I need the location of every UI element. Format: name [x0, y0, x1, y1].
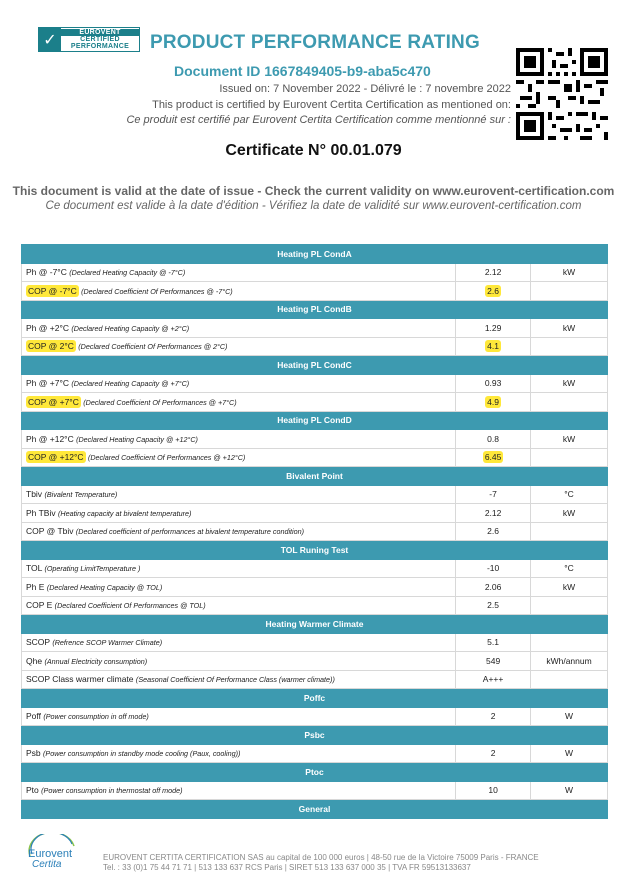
parameter-description: (Seasonal Coefficient Of Performance Class (warmer climate)) — [135, 675, 335, 685]
section-header — [22, 615, 608, 634]
row-value: 4.1 — [487, 341, 499, 352]
row-label — [22, 319, 456, 338]
table-row — [22, 263, 608, 282]
parameter-description: (Power consumption in thermostat off mode) — [41, 786, 183, 796]
section-header — [22, 726, 608, 745]
footer-line-1: EUROVENT CERTITA CERTIFICATION SAS au capital de 100 000 euros | 48-50 rue de la Victoire 75009 Paris - FRANCE — [103, 853, 539, 862]
section-header — [22, 800, 608, 819]
table-row — [22, 633, 608, 652]
table-row — [22, 430, 608, 449]
table-row — [22, 282, 608, 301]
row-unit — [531, 670, 608, 689]
parameter-description: (Declared Heating Capacity @ +12°C) — [76, 434, 198, 444]
performance-table-body — [22, 245, 608, 819]
row-label — [22, 337, 456, 356]
row-label — [22, 670, 456, 689]
logo-text-eurovent: Eurovent — [28, 848, 73, 860]
row-label — [22, 393, 456, 412]
certificate-number: Certificate N° 00.01.079 — [225, 142, 402, 159]
row-value: 2.12 — [484, 267, 502, 278]
row-value-cell — [456, 670, 531, 689]
row-label — [22, 559, 456, 578]
row-value-cell — [456, 596, 531, 615]
row-unit: kW — [531, 374, 608, 393]
section-title: Psbc — [22, 726, 608, 745]
row-value-cell — [456, 522, 531, 541]
row-value-cell — [456, 374, 531, 393]
logo-text — [61, 28, 139, 51]
certified-statement-en: This product is certified by Eurovent Certita Certification as mentioned on: — [152, 99, 511, 111]
row-unit — [531, 596, 608, 615]
section-header — [22, 245, 608, 264]
parameter-description: (Declared coefficient of performances at bivalent temperature condition) — [75, 527, 305, 537]
table-row — [22, 522, 608, 541]
table-row — [22, 578, 608, 597]
eurovent-certified-logo — [38, 27, 140, 52]
parameter-name: COP @ +7°C — [28, 396, 79, 407]
parameter-name: Ph @ +12°C — [26, 433, 74, 444]
table-row — [22, 485, 608, 504]
parameter-name: Tbiv — [26, 489, 43, 500]
section-title: Heating PL CondC — [22, 356, 608, 375]
row-label — [22, 633, 456, 652]
table-row — [22, 393, 608, 412]
row-value-cell — [456, 504, 531, 523]
parameter-description: (Declared Coefficient Of Performances @ +7°C) — [83, 397, 237, 407]
parameter-description: (Power consumption in off mode) — [43, 712, 149, 722]
page-title: PRODUCT PERFORMANCE RATING — [150, 32, 480, 53]
checkmark-icon: ✓ — [39, 28, 61, 51]
section-title: Heating Warmer Climate — [22, 615, 608, 634]
section-header — [22, 411, 608, 430]
row-value-cell — [456, 652, 531, 671]
row-unit: kW — [531, 319, 608, 338]
logo-line-2: CERTIFIED — [80, 36, 120, 43]
row-label — [22, 522, 456, 541]
parameter-name: COP @ Tbiv — [26, 526, 74, 537]
row-unit — [531, 448, 608, 467]
table-row — [22, 781, 608, 800]
logo-line-1: EUROVENT — [61, 29, 139, 36]
table-row — [22, 744, 608, 763]
parameter-name: COP @ -7°C — [28, 285, 77, 296]
table-row — [22, 374, 608, 393]
parameter-description: (Declared Coefficient Of Performances @ +12°C) — [87, 453, 246, 463]
row-label — [22, 374, 456, 393]
row-label — [22, 652, 456, 671]
section-title: Bivalent Point — [22, 467, 608, 486]
row-unit — [531, 633, 608, 652]
parameter-description: (Declared Coefficient Of Performances @ -7°C) — [81, 286, 233, 296]
parameter-description: (Refrence SCOP Warmer Climate) — [52, 638, 163, 648]
row-value-cell — [456, 559, 531, 578]
row-value: 4.9 — [487, 396, 499, 407]
eurovent-certita-logo — [24, 834, 84, 874]
section-header — [22, 689, 608, 708]
row-label — [22, 744, 456, 763]
row-unit: W — [531, 744, 608, 763]
parameter-description: (Declared Heating Capacity @ TOL) — [46, 582, 163, 592]
row-label — [22, 263, 456, 282]
row-value-cell — [456, 393, 531, 412]
certified-statement-fr: Ce produit est certifié par Eurovent Certita Certification comme mentionné sur : — [126, 114, 511, 126]
row-value-cell — [456, 707, 531, 726]
parameter-name: COP @ +12°C — [28, 452, 84, 463]
section-header — [22, 356, 608, 375]
row-label — [22, 430, 456, 449]
validity-notice-fr: Ce document est valide à la date d'édition - Vérifiez la date de validité sur www.eurovent-certification.com — [45, 200, 582, 212]
row-label — [22, 596, 456, 615]
parameter-description: (Bivalent Temperature) — [44, 490, 118, 500]
row-unit: kW — [531, 504, 608, 523]
parameter-name: COP @ 2°C — [28, 341, 74, 352]
row-value: 2.6 — [487, 526, 499, 537]
parameter-description: (Annual Electricity consumption) — [44, 656, 148, 666]
row-unit — [531, 282, 608, 301]
row-value: -10 — [486, 563, 500, 574]
parameter-name: Poff — [26, 711, 41, 722]
section-header — [22, 541, 608, 560]
row-label — [22, 578, 456, 597]
row-value-cell — [456, 485, 531, 504]
row-unit — [531, 393, 608, 412]
table-row — [22, 559, 608, 578]
logo-line-3: PERFORMANCE — [70, 43, 130, 50]
section-title: Ptoc — [22, 763, 608, 782]
parameter-name: Ph @ +2°C — [26, 322, 69, 333]
section-header — [22, 300, 608, 319]
parameter-name: Ph @ +7°C — [26, 378, 69, 389]
row-label — [22, 485, 456, 504]
row-value: A+++ — [482, 674, 504, 685]
section-header — [22, 763, 608, 782]
row-value: 2.06 — [484, 581, 502, 592]
table-row — [22, 596, 608, 615]
section-title: Heating PL CondB — [22, 300, 608, 319]
parameter-description: (Declared Heating Capacity @ +2°C) — [71, 323, 190, 333]
parameter-description: (Operating LimitTemperature ) — [44, 564, 141, 574]
section-header — [22, 467, 608, 486]
row-value: 2.6 — [487, 285, 499, 296]
section-title: Heating PL CondD — [22, 411, 608, 430]
parameter-description: (Declared Heating Capacity @ -7°C) — [69, 268, 186, 278]
row-value: 2 — [490, 711, 496, 722]
row-value: 0.93 — [484, 378, 502, 389]
row-value: 6.45 — [484, 452, 502, 463]
parameter-name: SCOP Class warmer climate — [26, 674, 134, 685]
parameter-description: (Heating capacity at bivalent temperature) — [57, 508, 192, 518]
parameter-name: Pto — [26, 785, 39, 796]
row-value-cell — [456, 337, 531, 356]
row-value-cell — [456, 744, 531, 763]
table-row — [22, 707, 608, 726]
row-value-cell — [456, 781, 531, 800]
table-row — [22, 319, 608, 338]
row-unit — [531, 337, 608, 356]
row-value-cell — [456, 319, 531, 338]
performance-table — [21, 244, 608, 819]
parameter-description: (Declared Heating Capacity @ +7°C) — [71, 379, 190, 389]
parameter-description: (Declared Coefficient Of Performances @ TOL) — [54, 601, 206, 611]
validity-notice-en: This document is valid at the date of issue - Check the current validity on www.eurovent-certification.com — [12, 184, 615, 198]
row-unit: kW — [531, 263, 608, 282]
table-row — [22, 448, 608, 467]
section-title: Poffc — [22, 689, 608, 708]
logo-text-certita: Certita — [32, 859, 62, 870]
row-value-cell — [456, 263, 531, 282]
row-label — [22, 707, 456, 726]
row-value: 2.12 — [484, 507, 502, 518]
row-unit: °C — [531, 485, 608, 504]
parameter-description: (Declared Coefficient Of Performances @ 2°C) — [78, 342, 228, 352]
row-value-cell — [456, 448, 531, 467]
row-value-cell — [456, 578, 531, 597]
parameter-name: Qhe — [26, 655, 43, 666]
document-id: Document ID 1667849405-b9-aba5c470 — [174, 63, 431, 79]
parameter-name: Ph E — [26, 581, 45, 592]
parameter-name: TOL — [26, 563, 43, 574]
row-value-cell — [456, 430, 531, 449]
row-unit: W — [531, 707, 608, 726]
parameter-name: COP E — [26, 600, 53, 611]
parameter-name: Ph TBiv — [26, 507, 56, 518]
parameter-description: (Power consumption in standby mode cooling (Paux, cooling)) — [43, 749, 241, 759]
row-value-cell — [456, 282, 531, 301]
parameter-name: Psb — [26, 748, 41, 759]
parameter-name: Ph @ -7°C — [26, 267, 67, 278]
row-unit — [531, 522, 608, 541]
row-unit: W — [531, 781, 608, 800]
section-title: General — [22, 800, 608, 819]
row-label — [22, 282, 456, 301]
row-value: 2.5 — [487, 600, 499, 611]
table-row — [22, 504, 608, 523]
section-title: Heating PL CondA — [22, 245, 608, 264]
row-unit: kW — [531, 578, 608, 597]
table-row — [22, 337, 608, 356]
row-value: -7 — [489, 489, 497, 500]
row-unit: kW — [531, 430, 608, 449]
row-unit: kWh/annum — [531, 652, 608, 671]
row-value: 5.1 — [487, 637, 499, 648]
row-label — [22, 781, 456, 800]
row-value: 2 — [490, 748, 496, 759]
table-row — [22, 652, 608, 671]
row-value: 549 — [485, 655, 501, 666]
row-label — [22, 448, 456, 467]
qr-code-icon[interactable] — [516, 48, 608, 140]
parameter-name: SCOP — [26, 637, 50, 648]
table-row — [22, 670, 608, 689]
row-unit: °C — [531, 559, 608, 578]
row-value: 10 — [488, 785, 498, 796]
footer-line-2: Tel. : 33 (0)1 75 44 71 71 | 513 133 637 RCS Paris | SIRET 513 133 637 000 35 | TVA FR 59513133637 — [103, 863, 471, 872]
footer-address — [103, 853, 539, 873]
row-value-cell — [456, 633, 531, 652]
issued-date: Issued on: 7 November 2022 - Délivré le : 7 novembre 2022 — [219, 83, 511, 95]
section-title: TOL Runing Test — [22, 541, 608, 560]
row-value: 1.29 — [484, 322, 502, 333]
document-header — [0, 0, 627, 240]
row-label — [22, 504, 456, 523]
row-value: 0.8 — [487, 433, 499, 444]
